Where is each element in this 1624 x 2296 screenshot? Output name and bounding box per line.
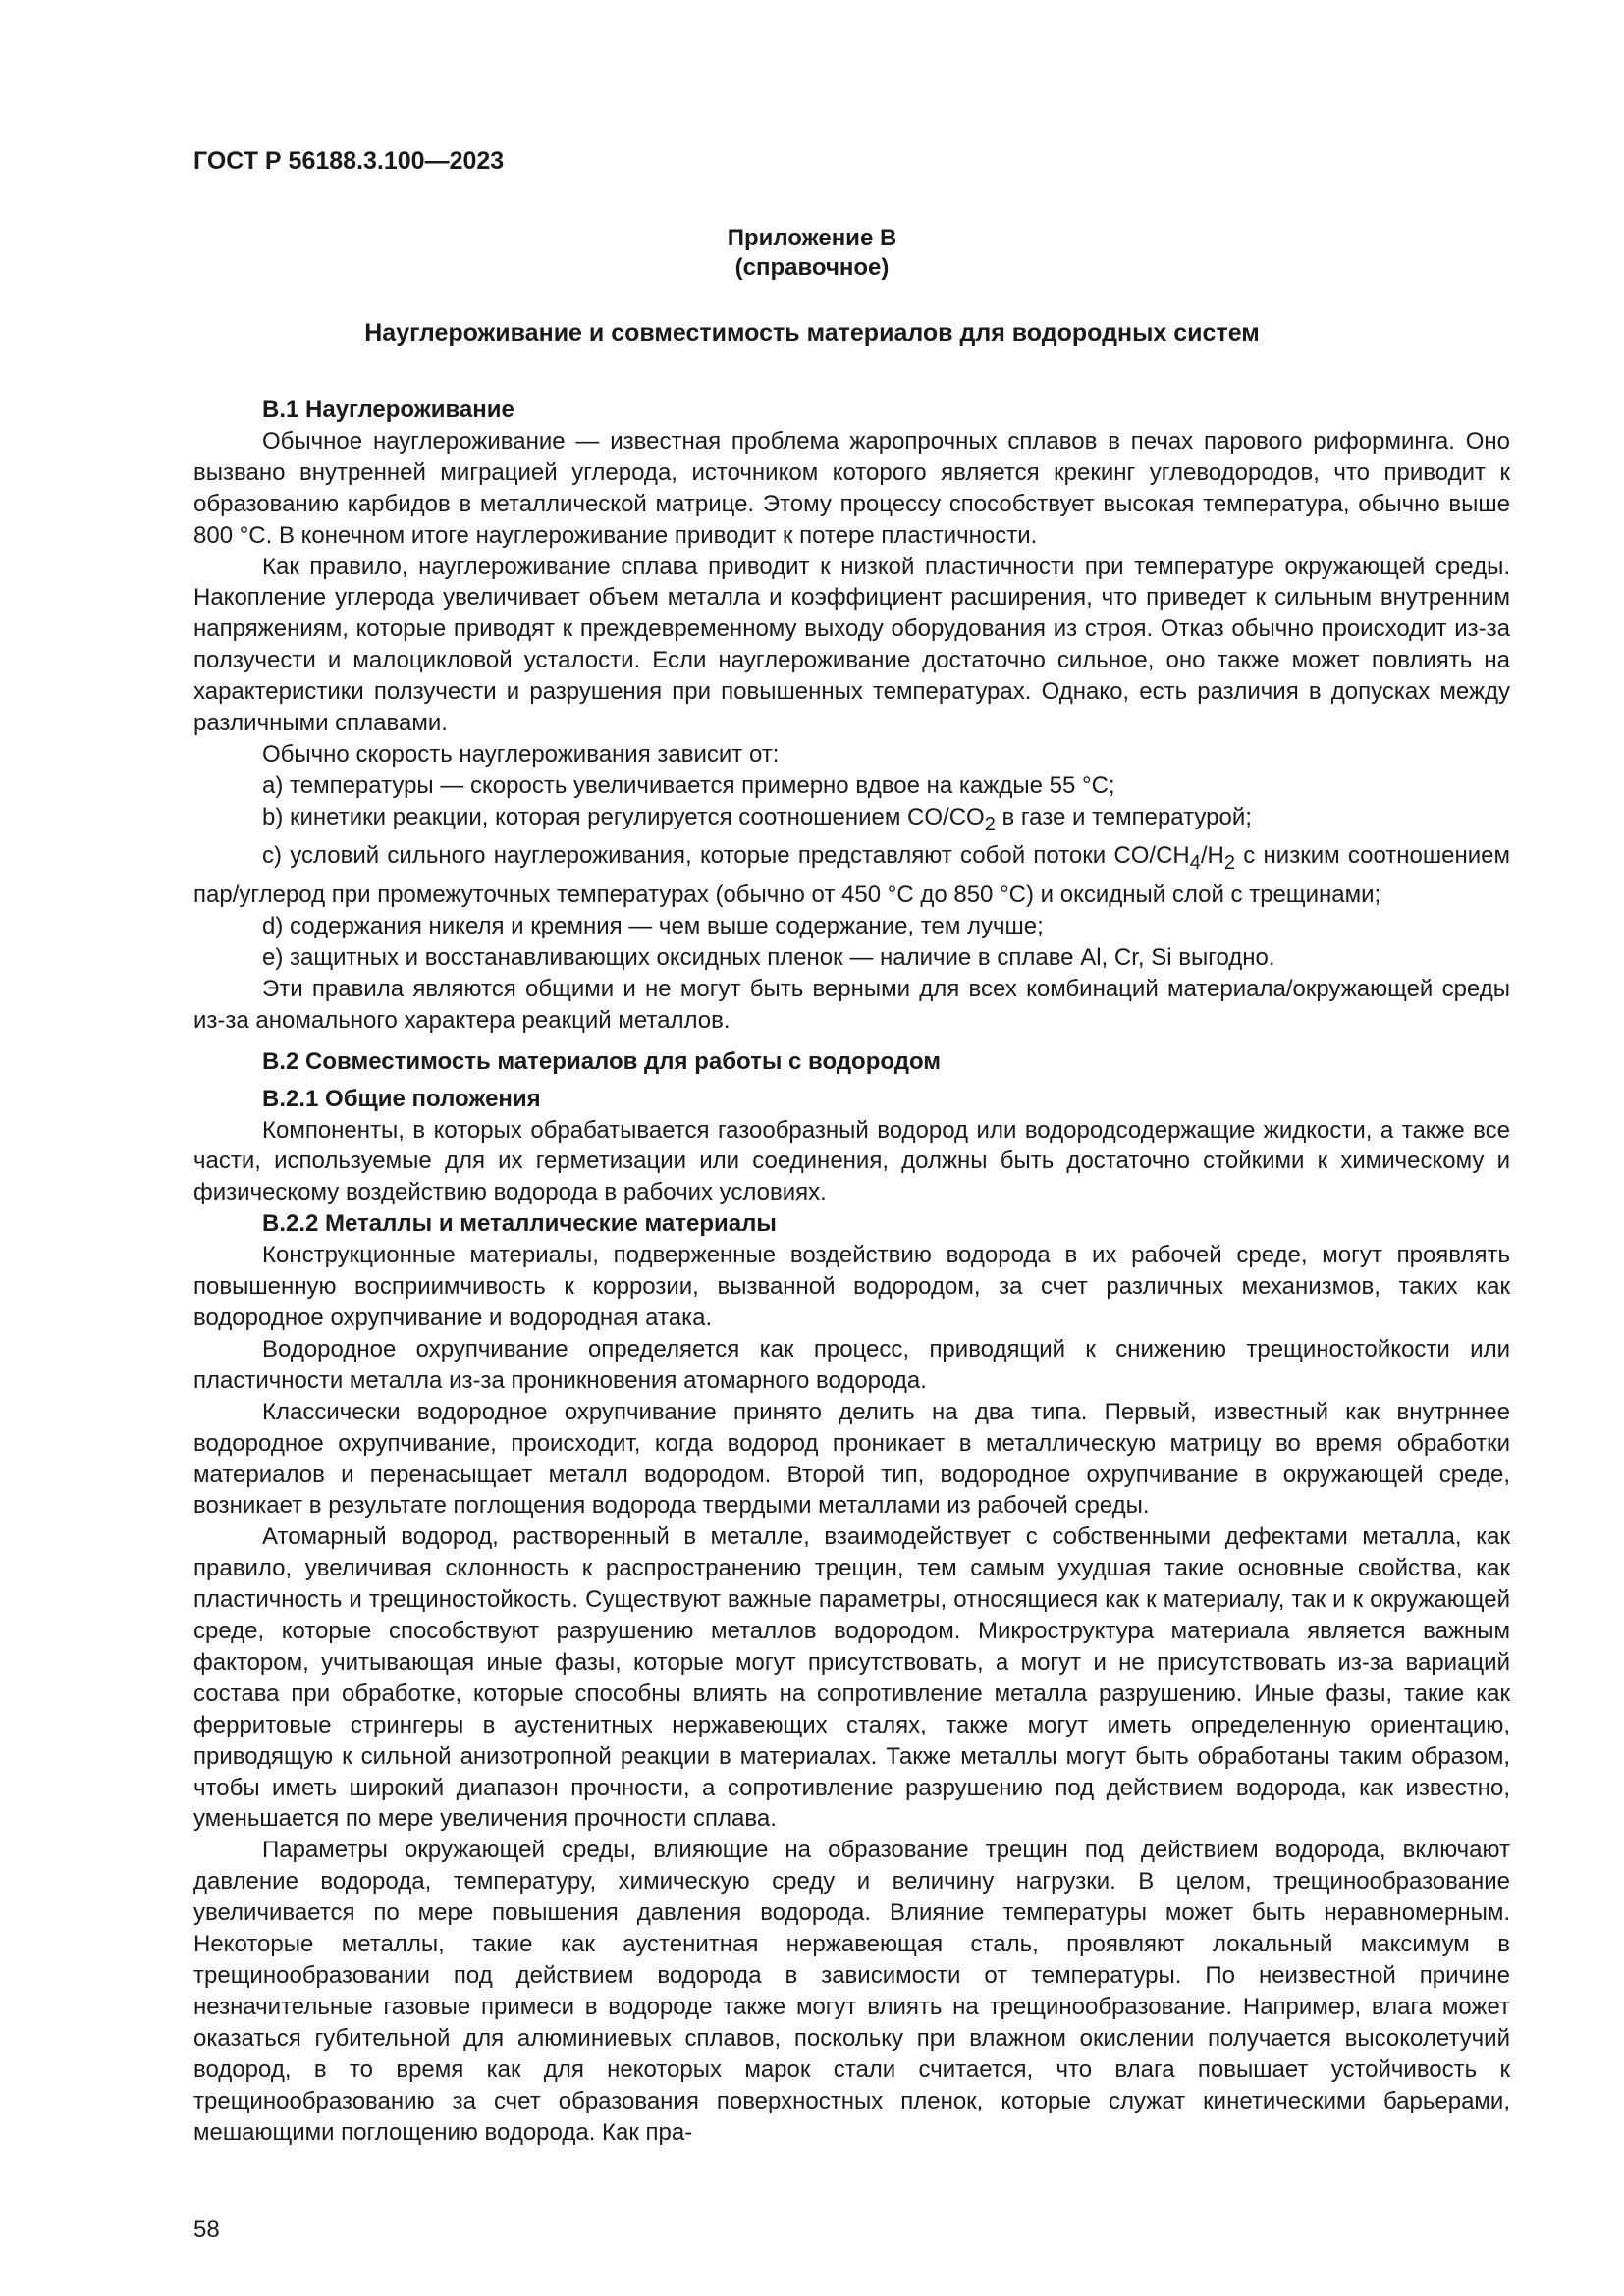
paragraph: Параметры окружающей среды, влияющие на образование трещин под действием водорода, включают давление водорода, температуру, химическую среду и величину нагрузки. В целом, трещинообразование увеличивается по мере повышения давления водорода. Влияние температуры может быть неравномерным. Некоторые металлы, такие как аустенитная нержавеющая сталь, проявляют локальный максимум в трещинообразовании под действием водорода в зависимости от температуры. По неизвестной причине незначительные газовые примеси в водороде также могут влиять на трещинообразование. Например, влага может оказаться губительной для алюминиевых сплавов, поскольку при влажном окислении получается высоколетучий водород, в то время как для некоторых марок стали считается, что влага повышает устойчивость к трещинообразованию за счет образования поверхностных пленок, которые служат кинетическими барьерами, мешающими поглощению водорода. Как пра- — [193, 1837, 1510, 2146]
list-item-d: d) содержания никеля и кремния — чем выше содержание, тем лучше; — [262, 913, 1044, 940]
appendix-title: Науглероживание и совместимость материалов для водородных систем — [364, 319, 1260, 347]
list-item-b: b) кинетики реакции, которая регулируется соотношением $CO/CO_2$ в газе и температурой; — [262, 803, 1252, 835]
paragraph: Обычно скорость науглероживания зависит от: — [262, 740, 780, 768]
subsection-heading-b21: В.2.1 Общие положения — [262, 1085, 541, 1112]
subsection-heading-b22: В.2.2 Металлы и металлические материалы — [262, 1210, 777, 1238]
paragraph: Атомарный водород, растворенный в металле, взаимодействует с собственными дефектами металла, как правило, увеличивая склонность к распространению трещин, тем самым ухудшая такие основные свойства, как пластичность и трещиностойкость. Существуют важные параметры, относящиеся как к материалу, так и к окружающей среде, которые способствуют разрушению металлов водородом. Микроструктура материала является важным фактором, учитывающая иные фазы, которые могут присутствовать, а могут и не присутствовать из-за вариаций состава при обработке, которые способны влиять на сопротивление металла разрушению. Иные фазы, такие как ферритовые стрингеры в аустенитных нержавеющих сталях, также могут иметь определенную ориентацию, приводящую к сильной анизотропной реакции в материалах. Также металлы могут быть обработаны таким образом, чтобы иметь широкий диапазон прочности, а сопротивление разрушению под действием водорода, как известно, уменьшается по мере увеличения прочности сплава. — [193, 1523, 1510, 1833]
list-item-a: a) температуры — скорость увеличивается примерно вдвое на каждые 55 °C; — [262, 772, 1115, 799]
document-code: ГОСТ Р 56188.3.100—2023 — [193, 147, 505, 175]
appendix-label: Приложение В — [727, 225, 897, 251]
paragraph: Компоненты, в которых обрабатывается газообразный водород или водородсодержащие жидкости, а также все части, используемые для их герметизации или соединения, должны быть достаточно стойкими к химическому и физическому воздействию водорода в рабочих условиях. — [193, 1116, 1510, 1206]
page-number: 58 — [193, 2216, 220, 2243]
list-item-e: e) защитных и восстанавливающих оксидных пленок — наличие в сплаве Al, Cr, Si выгодно. — [262, 944, 1275, 971]
paragraph: Эти правила являются общими и не могут быть верными для всех комбинаций материала/окружающей среды из-за аномального характера реакций металлов. — [193, 975, 1510, 1034]
section-heading-b2: В.2 Совместимость материалов для работы с водородом — [262, 1047, 942, 1075]
paragraph: Классически водородное охрупчивание принято делить на два типа. Первый, известный как внутрннее водородное охрупчивание, происходит, когда водород проникает в металлическую матрицу во время обработки материалов и перенасыщает металл водородом. Второй тип, водородное охрупчивание в окружающей среде, возникает в результате поглощения водорода твердыми металлами из рабочей среды. — [193, 1398, 1510, 1520]
appendix-type: (справочное) — [734, 254, 890, 281]
paragraph: Водородное охрупчивание определяется как процесс, приводящий к снижению трещиностойкости или пластичности металла из-за проникновения атомарного водорода. — [193, 1335, 1510, 1394]
paragraph: Обычное науглероживание — известная проблема жаропрочных сплавов в печах парового риформинга. Оно вызвано внутренней миграцией углерода, источником которого является крекинг углеводородов, что приводит к образованию карбидов в металлической матрице. Этому процессу способствует высокая температура, обычно выше 800 °C. В конечном итоге науглероживание приводит к потере пластичности. — [193, 427, 1510, 549]
paragraph: Как правило, науглероживание сплава приводит к низкой пластичности при температуре окружающей среды. Накопление углерода увеличивает объем металла и коэффициент расширения, что приведет к сильным внутренним напряжениям, которые приводят к преждевременному выходу оборудования из строя. Отказ обычно происходит из-за ползучести и малоцикловой усталости. Если науглероживание достаточно сильное, оно также может повлиять на характеристики ползучести и разрушения при повышенных температурах. Однако, есть различия в допусках между различными сплавами. — [193, 553, 1510, 737]
section-heading-b1: В.1 Науглероживание — [262, 397, 514, 423]
appendix-heading — [0, 224, 1624, 283]
paragraph: Конструкционные материалы, подверженные воздействию водорода в их рабочей среде, могут проявлять повышенную восприимчивость к коррозии, вызванной водородом, за счет различных механизмов, таких как водородное охрупчивание и водородная атака. — [193, 1242, 1510, 1331]
document-body — [193, 395, 1510, 2148]
list-item-c: c) условий сильного науглероживания, которые представляют собой потоки $CO/CH_4/H_2$ с низким соотношением пар/углерод при промежуточных температурах (обычно от 450 °C до 850 °C) и оксидный слой с трещинами; — [193, 842, 1510, 909]
